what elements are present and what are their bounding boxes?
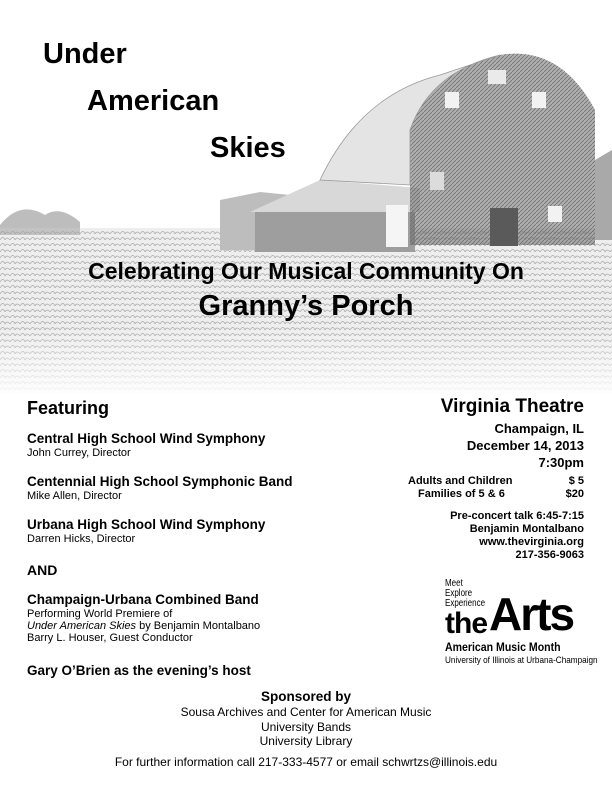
group-name: Central High School Wind Symphony [27, 431, 266, 446]
price-amount: $ 5 [568, 475, 584, 487]
group-director: Mike Allen, Director [27, 490, 122, 502]
group-director: John Currey, Director [27, 447, 131, 459]
contact-line: For further information call 217-333-4577 or email schwrtzs@illinois.edu [114, 755, 498, 769]
price-list [394, 475, 584, 501]
logo-explore: Explore [445, 588, 473, 599]
logo-experience: Experience [445, 598, 486, 609]
subtitle-line-2: Granny’s Porch [198, 290, 414, 322]
venue-phone: 217-356-9063 [515, 549, 584, 561]
venue-city: Champaign, IL [494, 421, 584, 436]
sponsor-item: University Library [259, 734, 353, 748]
group-name: Centennial High School Symphonic Band [27, 474, 293, 489]
sponsors-heading: Sponsored by [260, 689, 351, 704]
title-line-1: Under [43, 38, 127, 70]
combined-conductor: Barry L. Houser, Guest Conductor [27, 632, 193, 644]
price-row [394, 475, 584, 488]
logo-meet: Meet [445, 578, 463, 589]
event-date: December 14, 2013 [466, 438, 584, 453]
logo-the: the [445, 607, 487, 640]
event-time: 7:30pm [538, 455, 584, 470]
group-centennial [27, 474, 293, 502]
combined-line-1: Performing World Premiere of [27, 608, 173, 620]
group-name: Urbana High School Wind Symphony [27, 517, 266, 532]
title-line-3: Skies [210, 132, 286, 164]
price-row [394, 488, 584, 501]
combined-name: Champaign-Urbana Combined Band [27, 592, 259, 607]
the-arts-logo [445, 578, 598, 677]
logo-university: University of Illinois at Urbana-Champaign [445, 655, 598, 666]
group-director: Darren Hicks, Director [27, 533, 136, 545]
group-combined [27, 592, 260, 644]
logo-month: American Music Month [445, 640, 561, 654]
price-amount: $20 [565, 488, 584, 500]
combined-piece-line [27, 620, 260, 632]
preconcert-speaker: Benjamin Montalbano [469, 523, 584, 535]
sponsor-item: University Bands [260, 719, 352, 734]
sponsor-item: Sousa Archives and Center for American Music [180, 705, 432, 719]
featuring-heading: Featuring [27, 398, 110, 418]
group-central [27, 431, 265, 459]
subtitle-line-1: Celebrating Our Musical Community On [88, 258, 524, 284]
price-label: Adults and Children [408, 475, 513, 487]
group-urbana [27, 517, 265, 545]
sponsor-list [0, 705, 612, 749]
piece-composer: by Benjamin Montalbano [136, 620, 261, 632]
and-label: AND [27, 562, 58, 578]
piece-title: Under American Skies [27, 620, 137, 632]
logo-arts: Arts [489, 588, 574, 640]
host-line: Gary O’Brien as the evening’s host [27, 663, 251, 678]
price-label: Families of 5 & 6 [418, 488, 505, 500]
venue-website[interactable]: www.thevirginia.org [479, 536, 584, 548]
venue-name: Virginia Theatre [440, 396, 584, 417]
preconcert-talk: Pre-concert talk 6:45-7:15 [450, 510, 584, 522]
title-line-2: American [87, 85, 220, 117]
